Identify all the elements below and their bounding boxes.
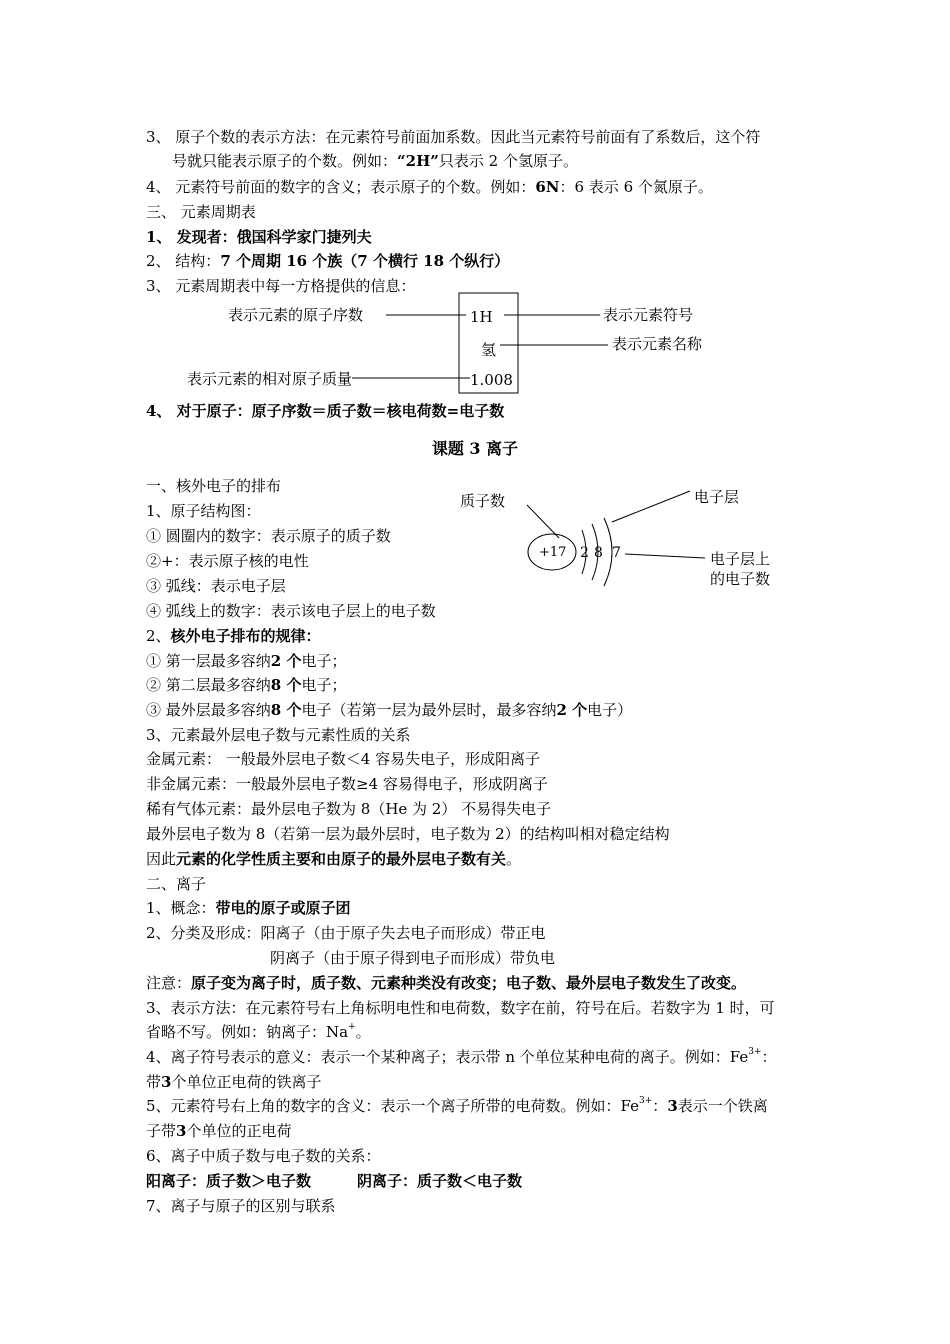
line-metal: 金属元素： 一般最外层电子数＜4 容易失电子，形成阳离子 xyxy=(146,750,541,768)
symbol-label: 表示元素符号 xyxy=(603,306,694,324)
line-rule-2: ② 第二层最多容纳8 个电子； xyxy=(146,676,347,694)
heading-ions: 二、离子 xyxy=(146,875,207,893)
line-ion-comparison: 阳离子：质子数＞电子数 阴离子：质子数＜电子数 xyxy=(146,1172,523,1190)
line-anion: 阴离子（由于原子得到电子而形成）带负电 xyxy=(270,949,556,967)
line-nonmetal: 非金属元素：一般最外层电子数≥4 容易得电子，形成阴离子 xyxy=(146,775,548,793)
cell-mass: 1.008 xyxy=(470,371,513,389)
line-coefficient: 4、 元素符号前面的数字的含义；表示原子的个数。例如：6N：6 表示 6 个氮原子。 xyxy=(146,178,713,196)
line-structure: 2、 结构：7 个周期 16 个族（7 个横行 18 个纵行） xyxy=(146,252,510,270)
line-atom-equality: 4、 对于原子：原子序数＝质子数＝核电荷数=电子数 xyxy=(146,402,505,420)
lesson-title: 课题 3 离子 xyxy=(431,439,519,458)
cell-name: 氢 xyxy=(481,341,497,359)
cell-symbol: 1H xyxy=(470,308,493,326)
line-note: 注意：原子变为离子时，质子数、元素种类没有改变；电子数、最外层电子数发生了改变。 xyxy=(146,974,747,992)
electrons-shell-2: 8 xyxy=(594,545,603,561)
electrons-shell-3: 7 xyxy=(612,545,621,561)
shell-pointer xyxy=(612,491,690,522)
line-arc: ③ 弧线：表示电子层 xyxy=(146,577,286,595)
heading-periodic-table: 三、 元素周期表 xyxy=(146,203,256,221)
line-atom-count: 3、 原子个数的表示方法：在元素符号前面加系数。因此当元素符号前面有了系数后，这个符 xyxy=(146,128,761,146)
line-outer-electrons: 3、元素最外层电子数与元素性质的关系 xyxy=(146,726,411,744)
line-cell-info: 3、 元素周期表中每一方格提供的信息： xyxy=(146,277,416,295)
line-ion-meaning-cont: 带3个单位正电荷的铁离子 xyxy=(146,1073,322,1091)
line-atom-structure: 1、原子结构图： xyxy=(146,502,261,520)
line-circle-number: ① 圆圈内的数字：表示原子的质子数 xyxy=(146,527,391,545)
line-cation: 2、分类及形成：阳离子（由于原子失去电子而形成）带正电 xyxy=(146,924,546,942)
line-rule-3: ③ 最外层最多容纳8 个电子（若第一层为最外层时，最多容纳2 个电子） xyxy=(146,701,633,719)
line-notation-cont: 省略不写。例如：钠离子：Na+。 xyxy=(146,1022,371,1041)
line-stable-structure: 最外层电子数为 8（若第一层为最外层时，电子数为 2）的结构叫相对稳定结构 xyxy=(146,825,670,843)
atomic-number-label: 表示元素的原子序数 xyxy=(228,306,364,324)
proton-pointer xyxy=(527,505,559,538)
name-label: 表示元素名称 xyxy=(612,335,703,353)
line-superscript-meaning: 5、元素符号右上角的数字的含义：表示一个离子所带的电荷数。例如：$Fe^{3+}$：3表示一个铁离 xyxy=(146,1096,768,1115)
line-superscript-meaning-cont: 子带3个单位的正电荷 xyxy=(146,1122,292,1140)
line-ion-meaning: 4、离子符号表示的意义：表示一个某种离子；表示带 n 个单位某种电荷的离子。例如：$Fe^{3+}$： xyxy=(146,1047,777,1066)
electron-label-1: 电子层上 xyxy=(710,550,771,568)
electrons-shell-1: 2 xyxy=(580,545,589,561)
line-notation: 3、表示方法：在元素符号右上角标明电性和电荷数，数字在前，符号在后。若数字为 1 时，可 xyxy=(146,999,775,1017)
line-rules-heading: 2、核外电子排布的规律： xyxy=(146,627,321,645)
line-rule-1: ① 第一层最多容纳2 个电子； xyxy=(146,652,347,670)
line-atom-count-cont: 号就只能表示原子的个数。例如：“2H”只表示 2 个氢原子。 xyxy=(172,152,578,170)
line-proton-electron: 6、离子中质子数与电子数的关系： xyxy=(146,1147,381,1165)
atom-structure-diagram xyxy=(440,478,800,603)
line-plus-sign: ②+：表示原子核的电性 xyxy=(146,552,309,570)
line-arc-number: ④ 弧线上的数字：表示该电子层上的电子数 xyxy=(146,602,436,620)
line-noble-gas: 稀有气体元素：最外层电子数为 8（He 为 2） 不易得失电子 xyxy=(146,800,552,818)
proton-label: 质子数 xyxy=(460,492,506,510)
element-cell-diagram xyxy=(0,285,950,400)
shell-arc-3 xyxy=(604,518,612,586)
nucleus-charge: +17 xyxy=(539,545,567,560)
line-chemical-property: 因此元素的化学性质主要和由原子的最外层电子数有关。 xyxy=(146,850,522,868)
shell-label: 电子层 xyxy=(694,488,740,506)
line-ion-concept: 1、概念：带电的原子或原子团 xyxy=(146,899,351,917)
line-ion-atom-relation: 7、离子与原子的区别与联系 xyxy=(146,1197,336,1215)
heading-electron-arrangement: 一、核外电子的排布 xyxy=(146,477,282,495)
mass-label: 表示元素的相对原子质量 xyxy=(187,370,353,388)
electron-label-2: 的电子数 xyxy=(710,570,771,588)
line-discoverer: 1、 发现者：俄国科学家门捷列夫 xyxy=(146,228,372,246)
electron-pointer xyxy=(625,554,705,558)
